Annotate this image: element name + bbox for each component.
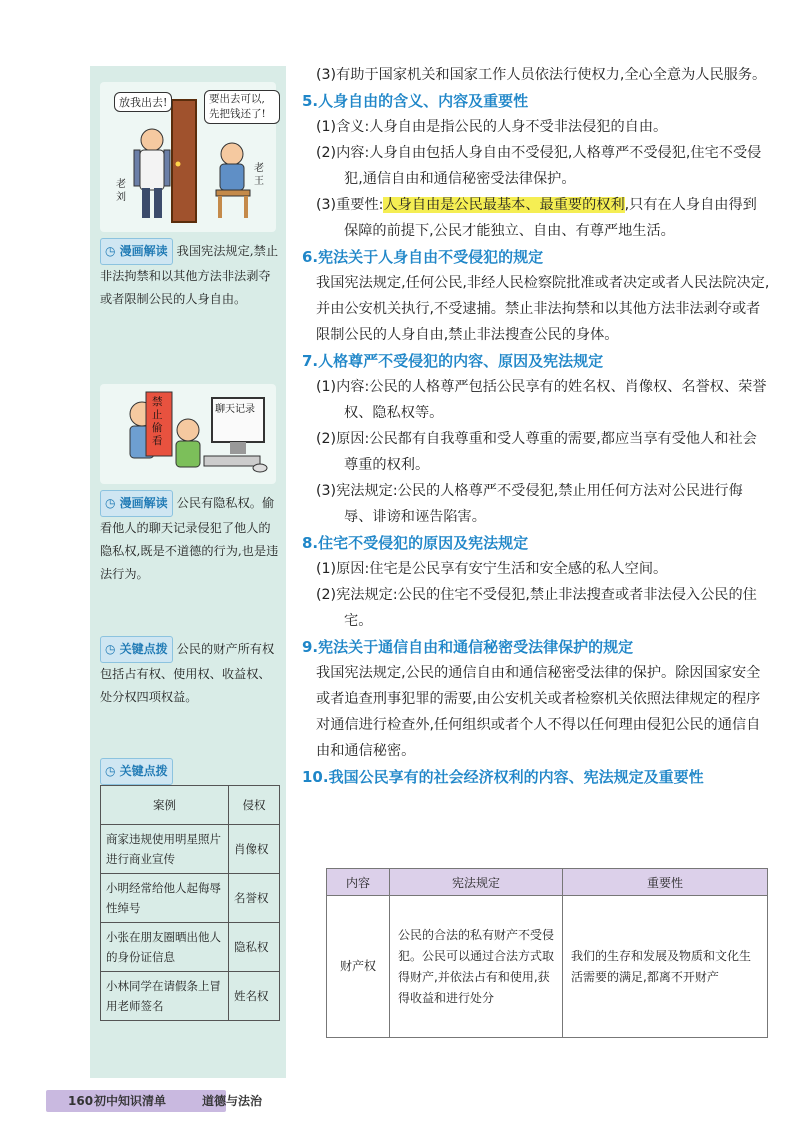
comic-2-drawing [100, 384, 276, 484]
name-label-left: 老刘 [116, 179, 126, 203]
table-cell: 小明经常给他人起侮辱性绰号 [101, 874, 229, 923]
table-header: 侵权 [229, 786, 280, 825]
property-rights-table [326, 868, 768, 1038]
paragraph: (1)内容:公民的人格尊严包括公民享有的姓名权、肖像权、名誉权、荣誉权、隐私权等。 [316, 379, 767, 421]
text-span: ,只有在人身自由得到保障的前提下,公民才能独立、自由、有尊严地生活。 [344, 197, 757, 239]
note-text: 公民有隐私权。偷看他人的聊天记录侵犯了他人的隐私权,既是不道德的行为,也是违法行为。 [100, 496, 279, 581]
paragraph [302, 192, 770, 244]
paragraph: (2)原因:公民都有自我尊重和受人尊重的需要,都应当享有受他人和社会尊重的权利。 [316, 431, 757, 473]
table-cell: 隐私权 [229, 923, 280, 972]
table-header: 案例 [101, 786, 229, 825]
book-title: 初中知识清单 [94, 1094, 167, 1108]
paragraph: (3)有助于国家机关和国家工作人员依法行使权力,全心全意为人民服务。 [316, 67, 767, 83]
paragraph: (3)宪法规定:公民的人格尊严不受侵犯,禁止用任何方法对公民进行侮辱、诽谤和诬告陷害。 [316, 483, 743, 525]
note-text: 公民的财产所有权包括占有权、使用权、收益权、处分权四项权益。 [100, 642, 275, 704]
note-tag-key-point: ◷ 关键点拨 [100, 758, 173, 785]
note-tag-comic-interpretation: ◷ 漫画解读 [100, 238, 173, 265]
note-comic-1 [100, 238, 280, 311]
paragraph: (1)原因:住宅是公民享有安宁生活和安全感的私人空间。 [316, 561, 668, 577]
page-number: 160 [68, 1094, 94, 1108]
table-row [101, 874, 280, 923]
section-heading-6: 6.宪法关于人身自由不受侵犯的规定 [302, 248, 544, 266]
table-cell: 肖像权 [229, 825, 280, 874]
section-heading-9: 9.宪法关于通信自由和通信秘密受法律保护的规定 [302, 638, 634, 656]
section-heading-5: 5.人身自由的含义、内容及重要性 [302, 92, 529, 110]
speech-bubble-left: 放我出去! [114, 92, 172, 112]
table-cell: 商家违规使用明星照片进行商业宣传 [101, 825, 229, 874]
speech-bubble-right: 要出去可以,先把钱还了! [204, 90, 280, 124]
table-row [101, 825, 280, 874]
name-label-right: 老王 [254, 163, 264, 187]
paragraph: (1)含义:人身自由是指公民的人身不受非法侵犯的自由。 [316, 119, 668, 135]
note-tag-comic-interpretation: ◷ 漫画解读 [100, 490, 173, 517]
comic-illustration-2 [100, 384, 276, 484]
main-content [302, 62, 770, 790]
table-row [101, 923, 280, 972]
text-span: (3)重要性: [316, 197, 384, 213]
table-header: 宪法规定 [390, 869, 563, 896]
table-header-row [327, 869, 768, 896]
section-heading-8: 8.住宅不受侵犯的原因及宪法规定 [302, 534, 529, 552]
table-cell: 财产权 [327, 896, 390, 1038]
subject-title: 道德与法治 [202, 1094, 263, 1108]
note-key-point-2 [100, 758, 280, 785]
table-header: 内容 [327, 869, 390, 896]
table-row [327, 896, 768, 1038]
table-header-row [101, 786, 280, 825]
page-footer [46, 1090, 263, 1112]
section-heading-7: 7.人格尊严不受侵犯的内容、原因及宪法规定 [302, 352, 604, 370]
paragraph: 我国宪法规定,公民的通信自由和通信秘密受法律的保护。除因国家安全或者追查刑事犯罪的需要,由公安机关或者检察机关依照法律规定的程序对通信进行检查外,任何组织或者个人不得以任何理由侵犯公民的通信自由和通信秘密。 [316, 665, 761, 759]
section-heading-10: 10.我国公民享有的社会经济权利的内容、宪法规定及重要性 [302, 768, 704, 786]
sign-text: 禁止偷看 [152, 396, 163, 447]
paragraph: (2)宪法规定:公民的住宅不受侵犯,禁止非法搜查或者非法侵入公民的住宅。 [316, 587, 757, 629]
comic-illustration-1 [100, 82, 276, 232]
table-cell: 我们的生存和发展及物质和文化生活需要的满足,都离不开财产 [563, 896, 768, 1038]
note-text: 我国宪法规定,禁止非法拘禁和以其他方法非法剥夺或者限制公民的人身自由。 [100, 244, 279, 306]
note-key-point-1 [100, 636, 280, 709]
highlighted-text: 人身自由是公民最基本、最重要的权利 [383, 197, 625, 213]
table-cell: 姓名权 [229, 972, 280, 1021]
table-header: 重要性 [563, 869, 768, 896]
table-cell: 小张在朋友圈晒出他人的身份证信息 [101, 923, 229, 972]
paragraph: (2)内容:人身自由包括人身自由不受侵犯,人格尊严不受侵犯,住宅不受侵犯,通信自由和通信秘密受法律保护。 [316, 145, 762, 187]
note-comic-2 [100, 490, 280, 586]
table-cell: 小林同学在请假条上冒用老师签名 [101, 972, 229, 1021]
note-tag-key-point: ◷ 关键点拨 [100, 636, 173, 663]
side-case-table [100, 785, 280, 1021]
table-cell: 名誉权 [229, 874, 280, 923]
table-cell: 公民的合法的私有财产不受侵犯。公民可以通过合法方式取得财产,并依法占有和使用,获得收益和进行处分 [390, 896, 563, 1038]
paragraph: 我国宪法规定,任何公民,非经人民检察院批准或者决定或者人民法院决定,并由公安机关执行,不受逮捕。禁止非法拘禁和以其他方法非法剥夺或者限制公民的人身自由,禁止非法搜查公民的身体。 [316, 275, 770, 343]
table-row [101, 972, 280, 1021]
screen-text: 聊天记录 [215, 404, 255, 415]
